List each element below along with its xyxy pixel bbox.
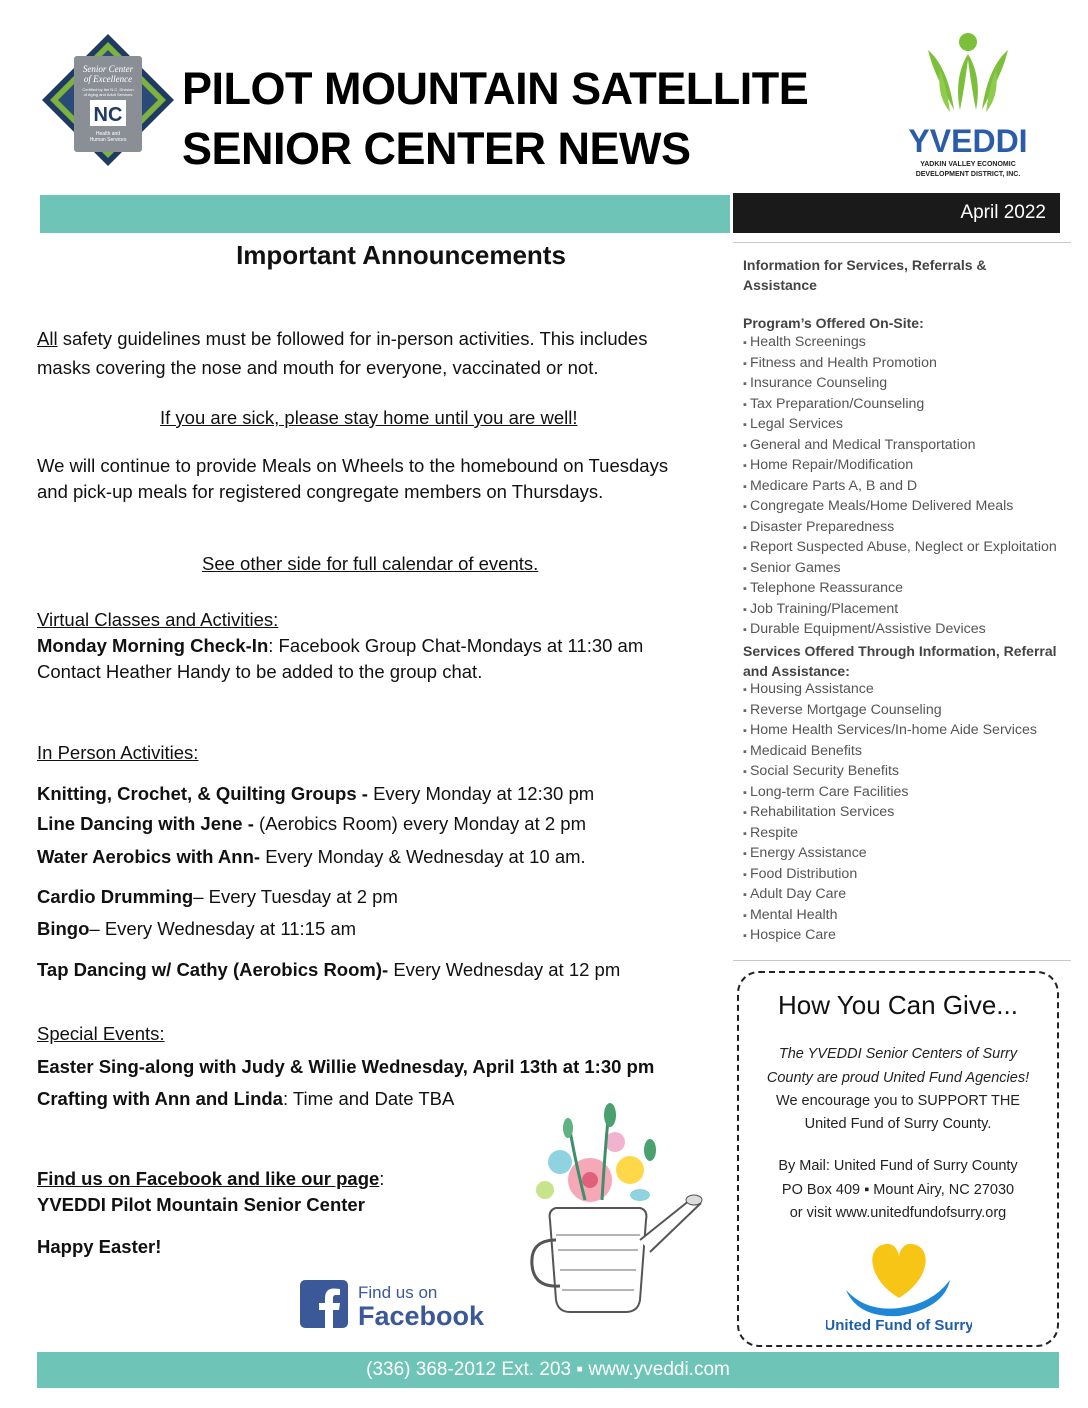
list-item: ▪ Food Distribution — [743, 865, 1037, 886]
easter-event: Easter Sing-along with Judy & Willie Wednesday, April 13th at 1:30 pm — [37, 1056, 655, 1077]
activity-time: Every Monday & Wednesday at 10 am. — [265, 846, 586, 867]
activity-knitting — [37, 783, 594, 805]
list-item: ▪ Home Repair/Modification — [743, 456, 1057, 477]
activity-name: Cardio Drumming — [37, 886, 194, 907]
svg-text:Senior Center: Senior Center — [82, 64, 134, 74]
meals-line2: and pick-up meals for registered congregate members on Thursdays. — [37, 481, 604, 502]
list-item: ▪ Legal Services — [743, 415, 1057, 436]
give-mail-line1: By Mail: United Fund of Surry County — [778, 1158, 1018, 1174]
list-item: ▪ Durable Equipment/Assistive Devices — [743, 620, 1057, 641]
activity-name: Line Dancing with Jene - — [37, 813, 260, 834]
activity-tap-dancing — [37, 959, 620, 981]
checkin-label: Monday Morning Check-In — [37, 635, 269, 656]
activity-time: Every Monday at 12:30 pm — [373, 783, 595, 804]
list-item: ▪ Energy Assistance — [743, 844, 1037, 865]
list-item: ▪ Reverse Mortgage Counseling — [743, 701, 1037, 722]
flower-watering-can-illustration — [490, 1100, 730, 1320]
easter-singalong — [37, 1056, 654, 1078]
list-item: ▪ Insurance Counseling — [743, 374, 1057, 395]
activity-name: Knitting, Crochet, & Quilting Groups - — [37, 783, 374, 804]
programs-list — [743, 333, 1057, 641]
list-item: ▪ Rehabilitation Services — [743, 803, 1037, 824]
united-fund-of-surry-logo — [826, 1238, 972, 1334]
activity-bingo — [37, 918, 356, 940]
list-item: ▪ Job Training/Placement — [743, 600, 1057, 621]
list-item: ▪ Home Health Services/In-home Aide Services — [743, 721, 1037, 742]
activity-name: Tap Dancing w/ Cathy (Aerobics Room)- — [37, 959, 394, 980]
svg-text:DEVELOPMENT DISTRICT, INC.: DEVELOPMENT DISTRICT, INC. — [915, 171, 1021, 178]
programs-heading: Program’s Offered On-Site: — [743, 315, 924, 331]
list-item: ▪ General and Medical Transportation — [743, 436, 1057, 457]
info-services-heading: Information for Services, Referrals & Assistance — [743, 257, 987, 293]
find-us-facebook — [37, 1168, 384, 1190]
newsletter-title-line2: SENIOR CENTER NEWS — [182, 123, 691, 174]
issue-date: April 2022 — [733, 193, 1060, 233]
svg-text:YVEDDI: YVEDDI — [908, 123, 1028, 159]
happy-easter — [37, 1236, 161, 1258]
list-item: ▪ Medicaid Benefits — [743, 742, 1037, 763]
svg-text:Facebook: Facebook — [358, 1301, 485, 1330]
services-list — [743, 680, 1037, 947]
senior-center-excellence-badge — [40, 32, 176, 168]
activity-name: Bingo — [37, 918, 90, 939]
find-us-text: Find us on Facebook and like our page — [37, 1168, 380, 1189]
list-item: ▪ Senior Games — [743, 559, 1057, 580]
list-item: ▪ Adult Day Care — [743, 885, 1037, 906]
svg-text:Health and: Health and — [95, 131, 121, 137]
meals-line1: We will continue to provide Meals on Wheels to the homebound on Tuesdays — [37, 455, 669, 476]
activity-line-dancing — [37, 813, 586, 835]
list-item: ▪ Medicare Parts A, B and D — [743, 477, 1057, 498]
in-person-heading: In Person Activities: — [37, 742, 199, 763]
see-other-side: See other side for full calendar of events. — [202, 553, 539, 574]
sick-notice: If you are sick, please stay home until you are well! — [160, 407, 578, 428]
svg-text:Find us on: Find us on — [358, 1283, 438, 1302]
monday-checkin — [37, 635, 643, 657]
give-italic-line2 — [737, 1067, 1059, 1091]
page-name-text: YVEDDI Pilot Mountain Senior Center — [37, 1194, 365, 1215]
italic-text: County are proud United Fund Agencies! — [766, 1070, 1030, 1086]
give-website-line[interactable]: or visit www.unitedfundofsurry.org — [789, 1205, 1007, 1221]
activity-time: (Aerobics Room) every Monday at 2 pm — [259, 813, 586, 834]
give-title: How You Can Give... — [778, 990, 1018, 1020]
list-item: ▪ Report Suspected Abuse, Neglect or Exploitation — [743, 538, 1057, 559]
activity-name: Water Aerobics with Ann- — [37, 846, 266, 867]
sidebar-top-divider — [733, 242, 1071, 243]
list-item: ▪ Mental Health — [743, 906, 1037, 927]
svg-text:Human Services: Human Services — [89, 137, 127, 143]
list-item: ▪ Housing Assistance — [743, 680, 1037, 701]
svg-text:of Excellence: of Excellence — [83, 74, 133, 84]
crafting-detail: : Time and Date TBA — [282, 1088, 455, 1109]
give-support-line: We encourage you to SUPPORT THE — [776, 1093, 1020, 1109]
happy-easter-text: Happy Easter! — [37, 1236, 162, 1257]
yveddi-logo — [888, 30, 1048, 182]
virtual-heading: Virtual Classes and Activities: — [37, 609, 279, 630]
list-item: ▪ Respite — [743, 824, 1037, 845]
list-item: ▪ Fitness and Health Promotion — [743, 354, 1057, 375]
facebook-page-name — [37, 1194, 365, 1216]
activity-time: – Every Wednesday at 11:15 am — [89, 918, 357, 939]
contact-heather: Contact Heather Handy to be added to the group chat. — [37, 661, 483, 682]
checkin-detail: : Facebook Group Chat-Mondays at 11:30 am — [268, 635, 644, 656]
safety-all-word: All — [37, 328, 58, 349]
safety-line1 — [37, 328, 647, 350]
svg-text:Certified by the N.C. Division: Certified by the N.C. Division — [82, 87, 134, 92]
safety-line1-rest: safety guidelines must be followed for in-person activities. This includes — [57, 328, 648, 349]
announcements-title: Important Announcements — [236, 240, 566, 270]
give-italic-line1 — [737, 1043, 1059, 1067]
services-heading: Services Offered Through Information, Referral and Assistance: — [743, 643, 1057, 679]
svg-text:United Fund of Surry: United Fund of Surry — [826, 1317, 972, 1334]
sidebar-bottom-divider — [733, 960, 1071, 961]
svg-text:NC: NC — [93, 104, 123, 126]
list-item: ▪ Social Security Benefits — [743, 762, 1037, 783]
header-teal-bar — [40, 195, 730, 233]
give-mail-line2: PO Box 409 ▪ Mount Airy, NC 27030 — [781, 1182, 1015, 1198]
special-events-heading: Special Events: — [37, 1023, 165, 1044]
list-item: ▪ Hospice Care — [743, 926, 1037, 947]
svg-text:YADKIN VALLEY ECONOMIC: YADKIN VALLEY ECONOMIC — [920, 161, 1016, 168]
list-item: ▪ Congregate Meals/Home Delivered Meals — [743, 497, 1057, 518]
colon: : — [379, 1168, 385, 1189]
safety-line2: masks covering the nose and mouth for everyone, vaccinated or not. — [37, 357, 599, 378]
list-item: ▪ Health Screenings — [743, 333, 1057, 354]
footer-contact-bar: (336) 368-2012 Ext. 203 ▪ www.yveddi.com — [37, 1352, 1059, 1388]
activity-cardio-drumming — [37, 886, 398, 908]
list-item: ▪ Long-term Care Facilities — [743, 783, 1037, 804]
facebook-logo[interactable] — [300, 1280, 490, 1330]
list-item: ▪ Disaster Preparedness — [743, 518, 1057, 539]
activity-time: Every Wednesday at 12 pm — [393, 959, 621, 980]
crafting-label: Crafting with Ann and Linda — [37, 1088, 283, 1109]
list-item: ▪ Telephone Reassurance — [743, 579, 1057, 600]
activity-time: – Every Tuesday at 2 pm — [193, 886, 398, 907]
newsletter-title-line1: PILOT MOUNTAIN SATELLITE — [182, 63, 809, 114]
italic-text: The YVEDDI Senior Centers of Surry — [778, 1046, 1018, 1062]
svg-text:of Aging and Adult Services: of Aging and Adult Services — [83, 92, 133, 97]
crafting-event — [37, 1088, 454, 1110]
activity-water-aerobics — [37, 846, 586, 868]
list-item: ▪ Tax Preparation/Counseling — [743, 395, 1057, 416]
give-united-fund-line: United Fund of Surry County. — [804, 1116, 992, 1132]
